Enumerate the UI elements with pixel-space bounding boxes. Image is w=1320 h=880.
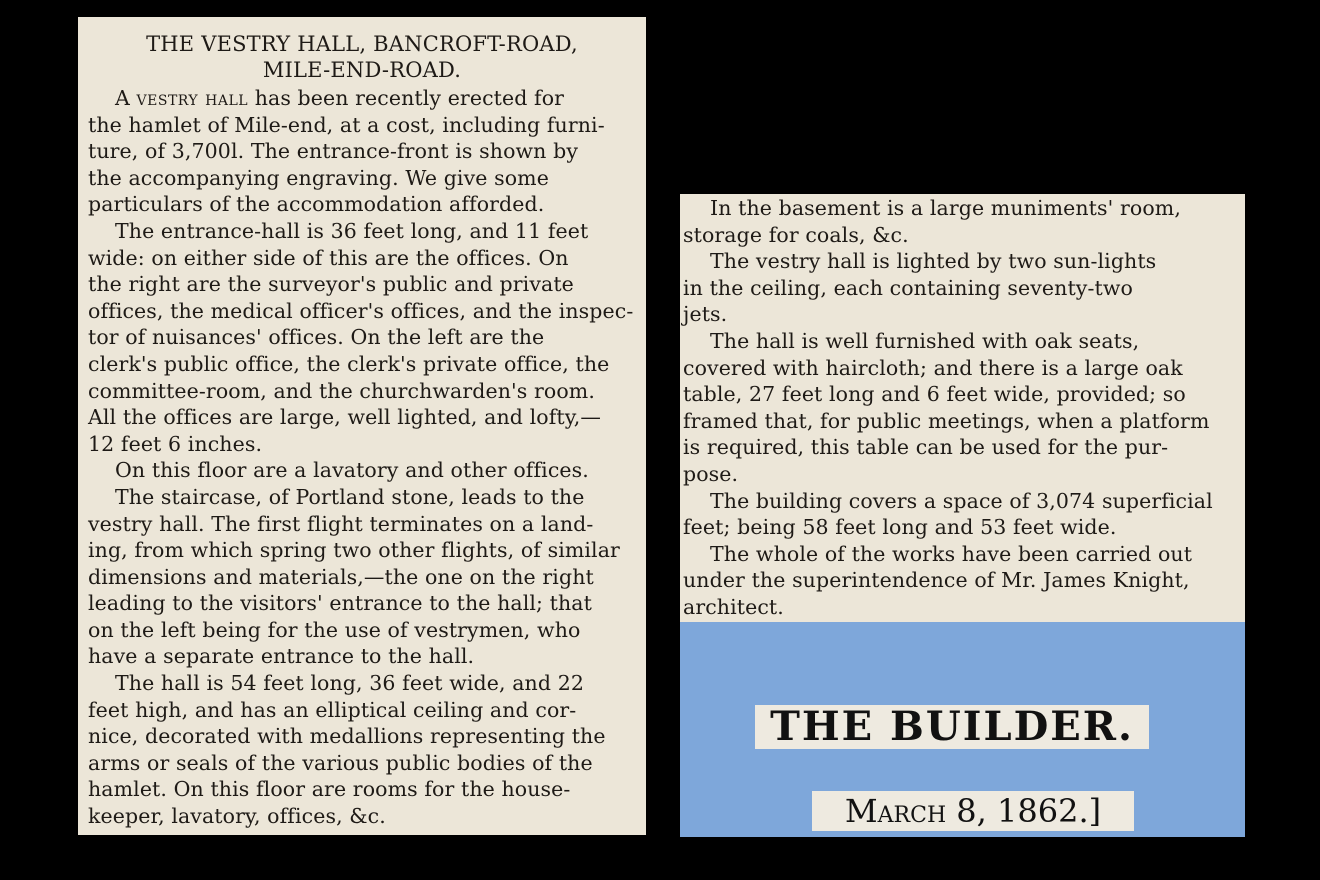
dateline-label: March 8, 1862.]	[812, 791, 1134, 831]
text-line: architect.	[683, 594, 784, 619]
text-line: covered with haircloth; and there is a large oak	[683, 355, 1183, 380]
text-line: particulars of the accommodation afforded.	[88, 192, 545, 217]
text-line: The whole of the works have been carried out	[710, 541, 1193, 566]
text-line: 12 feet 6 inches.	[88, 431, 263, 456]
text-line: On this floor are a lavatory and other offices.	[115, 458, 589, 483]
right-column-text	[683, 195, 1245, 621]
text-line: storage for coals, &c.	[683, 222, 909, 247]
text-line: tor of nuisances' offices. On the left are the	[88, 325, 545, 350]
text-line: the hamlet of Mile-end, at a cost, including furni-	[88, 112, 605, 137]
text-line: the accompanying engraving. We give some	[88, 165, 549, 190]
text-line: ture, of 3,700l. The entrance-front is shown by	[88, 139, 579, 164]
text-line: hamlet. On this floor are rooms for the house-	[88, 777, 571, 802]
text-line: is required, this table can be used for the pur-	[683, 435, 1169, 460]
text-line: feet; being 58 feet long and 53 feet wide.	[683, 515, 1117, 540]
text-line: clerk's public office, the clerk's private office, the	[88, 351, 610, 376]
article-clipping-right	[680, 194, 1245, 622]
text-line: leading to the visitors' entrance to the hall; that	[88, 591, 592, 616]
text-line: committee-room, and the churchwarden's room.	[88, 378, 595, 403]
text-line: The vestry hall is lighted by two sun-lights	[710, 249, 1157, 274]
text-line: jets.	[683, 302, 728, 327]
text-line: vestry hall. The first flight terminates on a land-	[88, 511, 594, 536]
text-line: keeper, lavatory, offices, &c.	[88, 804, 386, 829]
small-caps-segment: vestry hall	[136, 86, 249, 110]
text-line: wide: on either side of this are the offices. On	[88, 245, 569, 270]
text-segment: A	[115, 86, 137, 110]
text-line: All the offices are large, well lighted, and lofty,—	[88, 405, 601, 430]
text-line: In the basement is a large muniments' room,	[710, 196, 1181, 220]
text-line: The entrance-hall is 36 feet long, and 11 feet	[115, 218, 589, 243]
text-line	[88, 85, 646, 112]
text-line: The hall is 54 feet long, 36 feet wide, and 22	[115, 671, 584, 696]
headline-line-1: THE VESTRY HALL, BANCROFT-ROAD,	[146, 32, 578, 56]
text-line: arms or seals of the various public bodies of the	[88, 750, 593, 775]
text-line: pose.	[683, 461, 739, 486]
text-line: ing, from which spring two other flights, of similar	[88, 538, 620, 563]
article-headline	[88, 31, 646, 83]
text-line: on the left being for the use of vestrymen, who	[88, 617, 581, 642]
text-line: framed that, for public meetings, when a platform	[683, 408, 1210, 433]
text-line: offices, the medical officer's offices, and the inspec-	[88, 298, 634, 323]
text-line: The building covers a space of 3,074 superficial	[710, 488, 1213, 513]
text-line: under the superintendence of Mr. James Knight,	[683, 568, 1190, 593]
text-line: The staircase, of Portland stone, leads to the	[115, 484, 585, 509]
headline-line-2: MILE-END-ROAD.	[262, 58, 462, 82]
text-line: feet high, and has an elliptical ceiling and cor-	[88, 697, 577, 722]
text-line: nice, decorated with medallions representing the	[88, 724, 606, 749]
text-line: table, 27 feet long and 6 feet wide, provided; so	[683, 382, 1186, 407]
text-line: have a separate entrance to the hall.	[88, 644, 475, 669]
masthead-label: THE BUILDER.	[755, 705, 1149, 749]
text-line: in the ceiling, each containing seventy-two	[683, 275, 1133, 300]
article-clipping-left	[78, 17, 646, 835]
text-line: the right are the surveyor's public and private	[88, 272, 574, 297]
text-line: The hall is well furnished with oak seats,	[710, 328, 1140, 353]
text-line: dimensions and materials,—the one on the right	[88, 564, 594, 589]
left-column-text	[88, 85, 646, 830]
blue-mount-board	[680, 194, 1245, 837]
text-segment: has been recently erected for	[248, 86, 565, 110]
